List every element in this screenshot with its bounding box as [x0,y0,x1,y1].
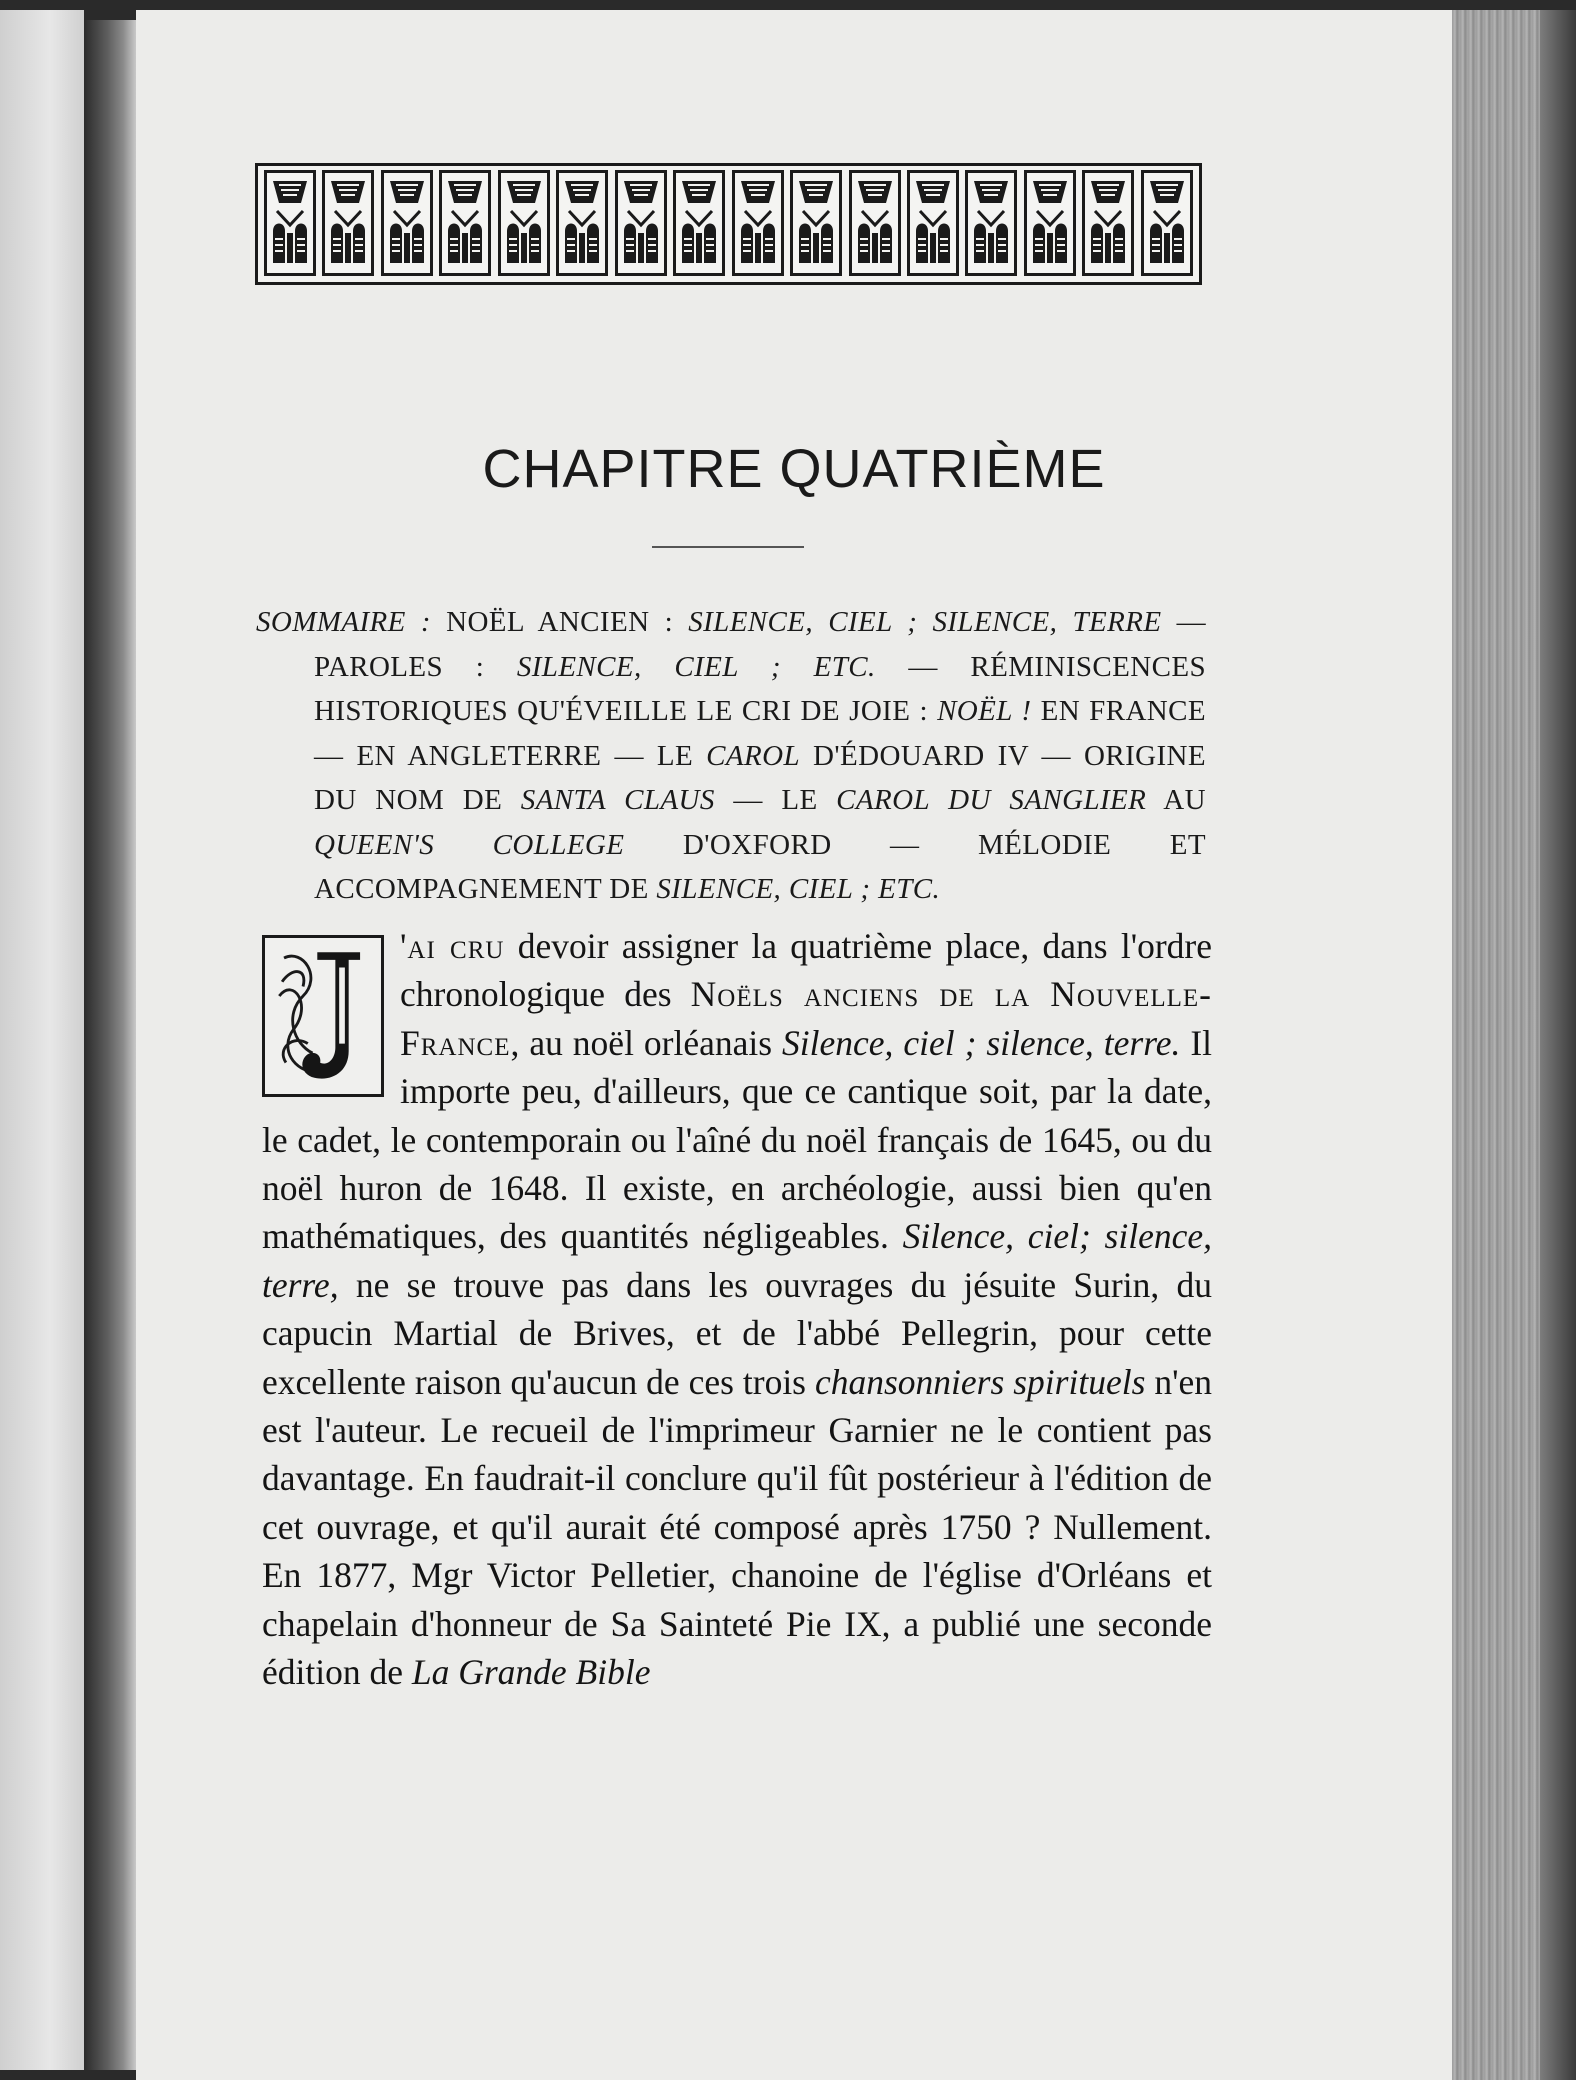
summary-text: — RÉMINISCENCES HISTORIQUES QU'ÉVEILLE LE CRI DE JOIE : [314,650,1206,727]
summary-paragraph [256,600,1206,912]
drop-cap-space [262,922,400,1114]
summary-text: AU [1146,784,1206,816]
body-run: , au noël orléanais [510,1022,783,1063]
chapter-title: CHAPITRE QUATRIÈME [482,439,1106,499]
summary-italic: NOËL ! [937,695,1032,727]
body-run: devoir assigner la quatrième place, dans l'ordre chronologique des [400,926,1212,1015]
summary-label: SOMMAIRE : [256,606,431,638]
band-ornament-tile [849,170,901,276]
band-ornament-tile [439,170,491,276]
body-small-caps: Noëls anciens de la Nouvelle-France [400,974,1212,1063]
chapter-summary [256,600,1206,912]
body-italic: Silence, ciel; silence, terre, [262,1216,1212,1305]
summary-italic: SILENCE, CIEL ; ETC. [516,650,876,683]
band-ornament-tile [965,170,1017,276]
summary-text: D'OXFORD — MÉLODIE ET ACCOMPAGNEMENT DE [314,828,1206,905]
summary-italic: SILENCE, CIEL ; ETC. [656,873,941,905]
band-ornament-tile [907,170,959,276]
body-text [262,922,1212,1697]
summary-italic: SANTA CLAUS [520,784,715,816]
band-ornament-tile [498,170,550,276]
summary-text: NOËL ANCIEN : [430,606,689,638]
body-run: ne se trouve pas dans les ouvrages du jésuite Surin, du capucin Martial de Brives, et de l'abbé Pellegrin, pour cette excellente raison qu'aucun de ces trois [262,1264,1212,1402]
body-italic: chansonniers spirituels [814,1361,1146,1402]
left-page-edge [0,10,84,2070]
summary-text: — PAROLES : [314,606,1206,683]
body-run: n'en est l'auteur. Le recueil de l'imprimeur Garnier ne le contient pas davantage. En faudrait-il conclure qu'il fût postérieur à l'édition de cet ouvrage, et qu'il aurait été composé après 1750 ? Nullement. En 1877, Mgr Victor Pelletier, chanoine de l'église d'Orléans et chapelain d'honneur de Sa Sainteté Pie IX, a publié une seconde édition de [262,1361,1212,1693]
summary-text: EN FRANCE — EN ANGLETERRE — LE [314,695,1206,772]
body-small-caps: 'ai cru [400,926,505,966]
band-ornament-tile [381,170,433,276]
band-ornament-tile [732,170,784,276]
band-ornament-tile [790,170,842,276]
body-run: Il importe peu, d'ailleurs, que ce cantique soit, par la date, le cadet, le contemporain ou l'aîné du noël français de 1645, ou du noël huron de 1648. Il existe, en archéologie, aussi bien qu'en mathématiques, des quantités négligeables. [262,1022,1213,1257]
title-rule [652,546,804,548]
summary-italic: CAROL DU SANGLIER [836,784,1147,816]
band-ornament-tile [615,170,667,276]
summary-italic: QUEEN'S COLLEGE [314,828,625,861]
band-ornament-tile [322,170,374,276]
book-gutter [84,20,136,2070]
band-ornament-tile [264,170,316,276]
body-italic: La Grande Bible [411,1652,651,1693]
band-ornament-tile [673,170,725,276]
band-ornament-tile [556,170,608,276]
band-ornament-tile [1024,170,1076,276]
band-ornament-tile [1141,170,1193,276]
summary-text: — LE [714,784,837,816]
body-paragraph [262,922,1212,1697]
body-italic: Silence, ciel ; silence, terre. [782,1022,1181,1063]
summary-italic: CAROL [706,739,801,772]
ornamental-header-band [255,163,1202,285]
summary-text: D'ÉDOUARD IV — ORIGINE DU NOM DE [314,739,1206,816]
book-cover-edge [1540,10,1576,2080]
band-ornament-tile [1082,170,1134,276]
summary-italic: SILENCE, CIEL ; SILENCE, TERRE [688,606,1162,638]
